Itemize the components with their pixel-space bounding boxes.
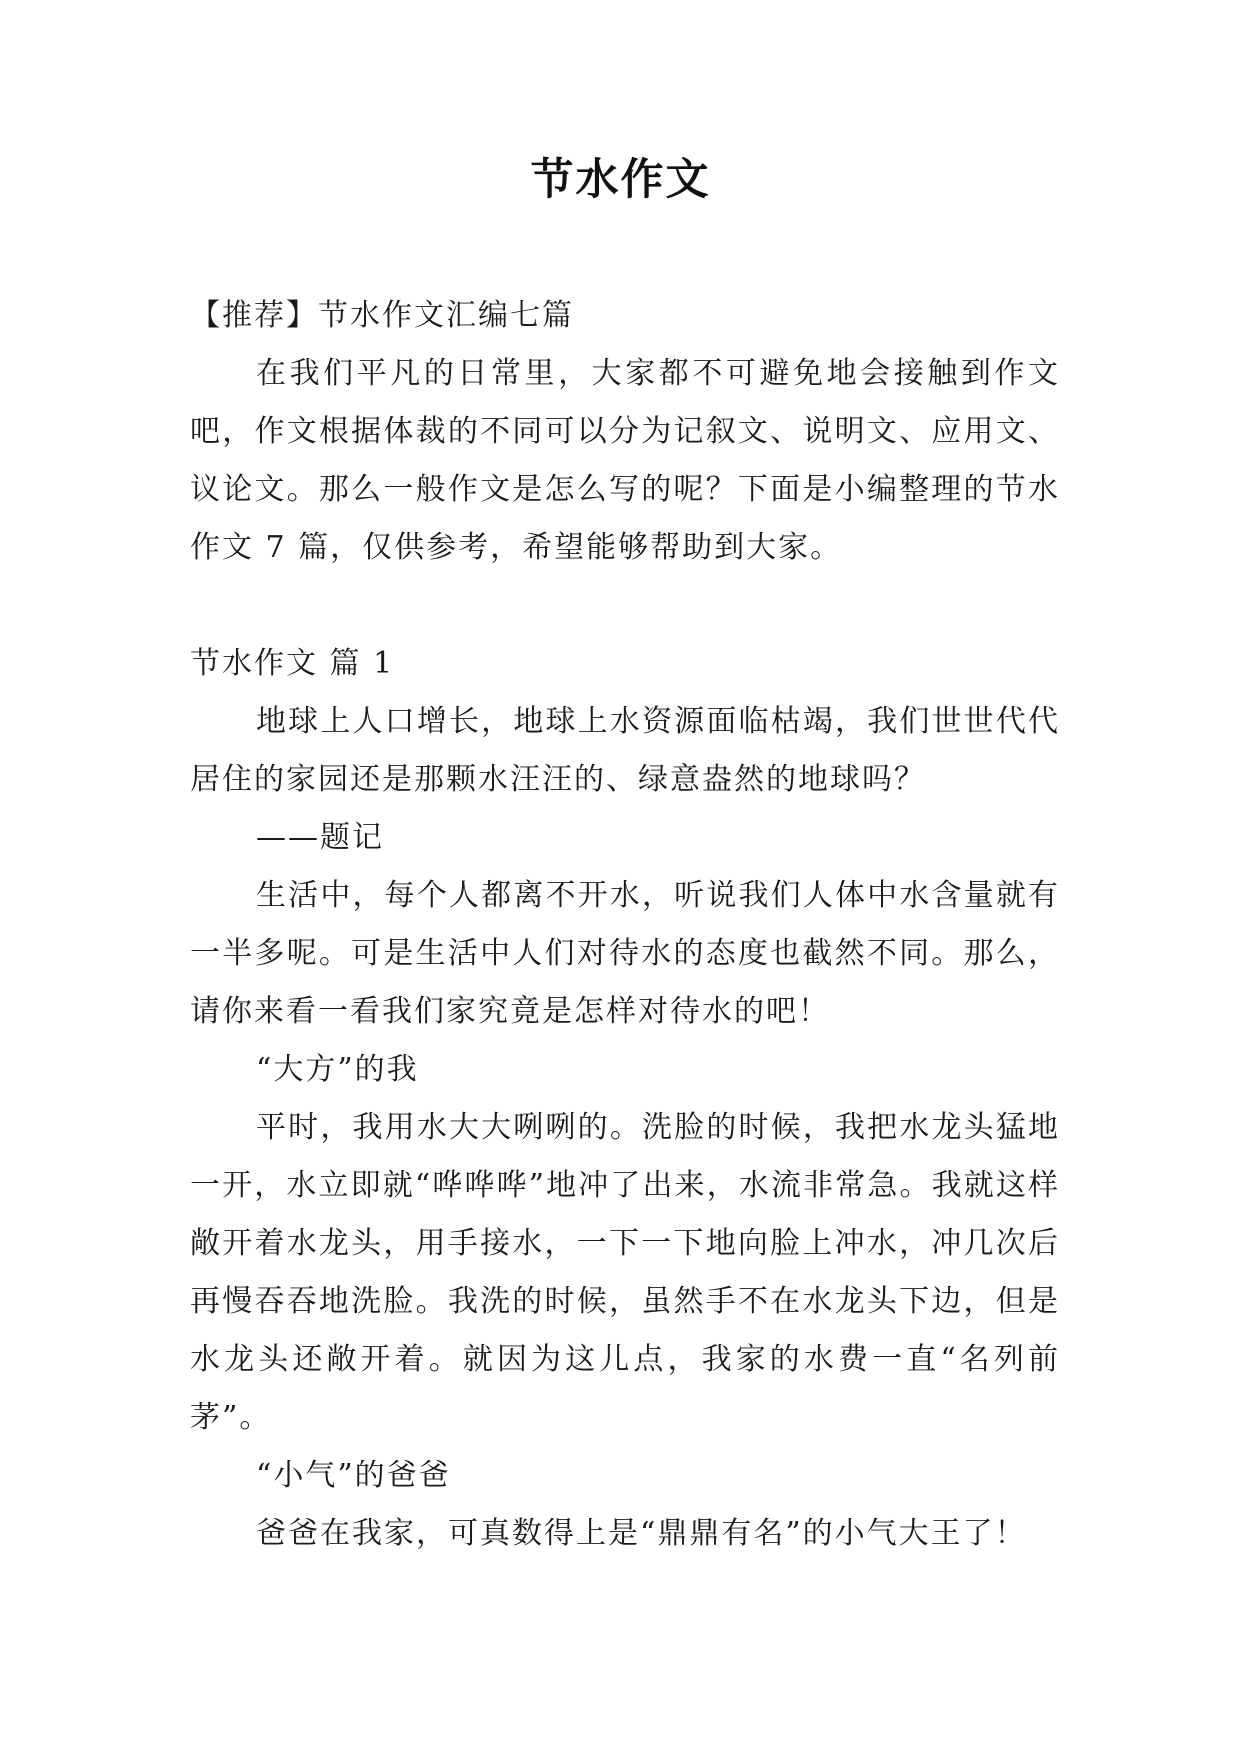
paragraph: 地球上人口增长，地球上水资源面临枯竭，我们世世代代居住的家园还是那颗水汪汪的、绿意盎然的地球吗？ [190, 704, 1060, 797]
section-heading: 节水作文 篇 1 [190, 646, 395, 681]
document-title: 节水作文 [530, 155, 711, 205]
subheading: “大方”的我 [256, 1052, 419, 1087]
paragraph: 平时，我用水大大咧咧的。洗脸的时候，我把水龙头猛地一开，水立即就“哗哗哗”地冲了出来，水流非常急。我就这样敞开着水龙头，用手接水，一下一下地向脸上冲水，冲几次后再慢吞吞地洗脸。我洗的时候，虽然手不在水龙头下边，但是水龙头还敞开着。就因为这儿点，我家的水费一直“名列前茅”。 [190, 1110, 1060, 1435]
section-spacer [190, 577, 1060, 635]
epigraph-attribution: ——题记 [256, 820, 384, 855]
paragraph: 爸爸在我家，可真数得上是“鼎鼎有名”的小气大王了！ [256, 1516, 1027, 1551]
subheading: “小气”的爸爸 [256, 1458, 451, 1493]
paragraph: 生活中，每个人都离不开水，听说我们人体中水含量就有一半多呢。可是生活中人们对待水的态度也截然不同。那么，请你来看一看我们家究竟是怎样对待水的吧！ [190, 878, 1060, 1029]
document-body [190, 287, 1060, 1563]
intro-paragraph: 在我们平凡的日常里，大家都不可避免地会接触到作文吧，作文根据体裁的不同可以分为记叙文、说明文、应用文、议论文。那么一般作文是怎么写的呢？下面是小编整理的节水作文 7 篇，仅供参考，希望能够帮助到大家。 [190, 356, 1060, 565]
recommend-line: 【推荐】节水作文汇编七篇 [190, 298, 574, 333]
